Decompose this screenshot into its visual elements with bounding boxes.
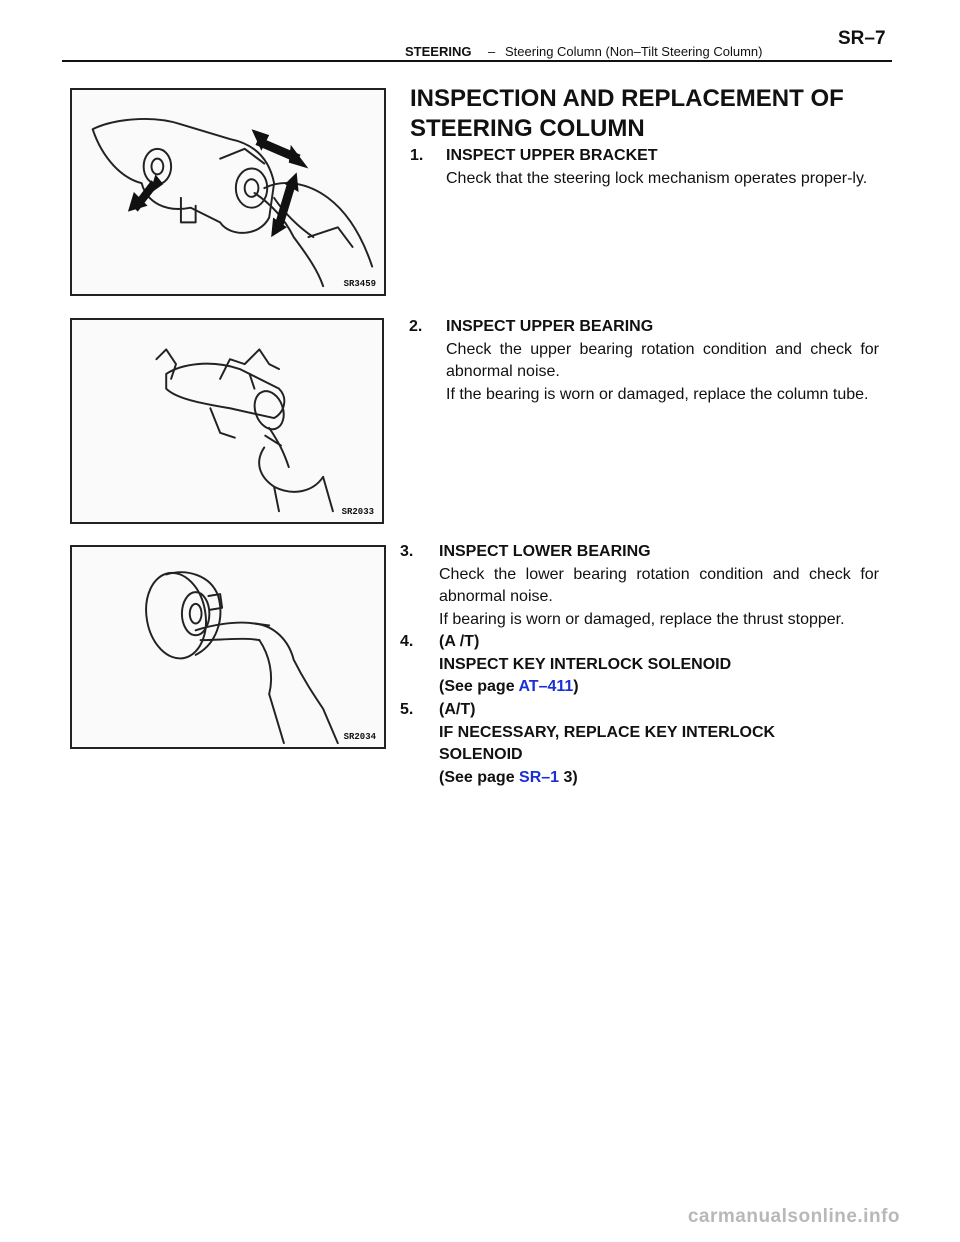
figure-code: SR3459 [343, 279, 376, 289]
step-inspect-upper-bracket [410, 145, 880, 190]
figure-code: SR2033 [341, 507, 374, 517]
steering-lock-illustration [72, 90, 384, 294]
step-reference [439, 767, 879, 790]
step-heading: IF NECESSARY, REPLACE KEY INTERLOCK [439, 723, 776, 741]
step-number: 3. [400, 543, 414, 560]
step-heading-cont: SOLENOID [439, 746, 523, 763]
title-line-2: STEERING COLUMN [410, 115, 645, 142]
step-reference [439, 676, 879, 699]
page-title [410, 84, 930, 144]
page-number: SR–7 [838, 28, 886, 49]
step-body: Check the upper bearing rotation condition and check for abnormal noise. [446, 340, 879, 380]
figure-code: SR2034 [343, 732, 376, 742]
reference-link-at411[interactable]: AT–411 [518, 678, 574, 695]
step-body: Check the lower bearing rotation condition and check for abnormal noise. [439, 565, 879, 605]
step-condition: (A/T) [439, 701, 476, 718]
column-tube-illustration [72, 320, 382, 522]
step-number: 4. [400, 633, 414, 650]
step-heading: INSPECT LOWER BEARING [439, 543, 651, 560]
figure-lower-bearing [70, 545, 386, 749]
step-number: 5. [400, 701, 414, 718]
step-replace-key-interlock [400, 699, 879, 789]
step-inspect-lower-bearing [400, 541, 879, 631]
step-number: 1. [410, 147, 424, 164]
header-separator: – [488, 44, 496, 59]
figure-upper-bracket [70, 88, 386, 296]
header-rule [62, 60, 892, 62]
step-inspect-upper-bearing [409, 316, 879, 406]
reference-prefix: (See page [439, 678, 519, 695]
step-heading: INSPECT KEY INTERLOCK SOLENOID [439, 655, 732, 673]
watermark: carmanualsonline.info [687, 1206, 900, 1227]
reference-suffix: ) [573, 678, 579, 695]
step-condition: (A /T) [439, 633, 480, 650]
title-line-1: INSPECTION AND REPLACEMENT OF [410, 85, 844, 112]
step-heading: INSPECT UPPER BEARING [446, 318, 654, 335]
step-number: 2. [409, 318, 423, 335]
step-body: Check that the steering lock mechanism operates proper-ly. [446, 169, 868, 187]
step-inspect-key-interlock [400, 631, 879, 699]
reference-link-sr1[interactable]: SR–1 [519, 768, 560, 786]
reference-prefix: (See page [439, 768, 520, 786]
thrust-stopper-illustration [72, 547, 384, 747]
step-body: If the bearing is worn or damaged, replace the column tube. [446, 385, 869, 403]
figure-upper-bearing [70, 318, 384, 524]
header-section: STEERING [405, 44, 472, 59]
header-subtitle: Steering Column (Non–Tilt Steering Column) [505, 44, 763, 59]
step-heading: INSPECT UPPER BRACKET [446, 147, 658, 164]
reference-suffix: 3) [559, 768, 578, 786]
step-body: If bearing is worn or damaged, replace the thrust stopper. [439, 610, 845, 628]
